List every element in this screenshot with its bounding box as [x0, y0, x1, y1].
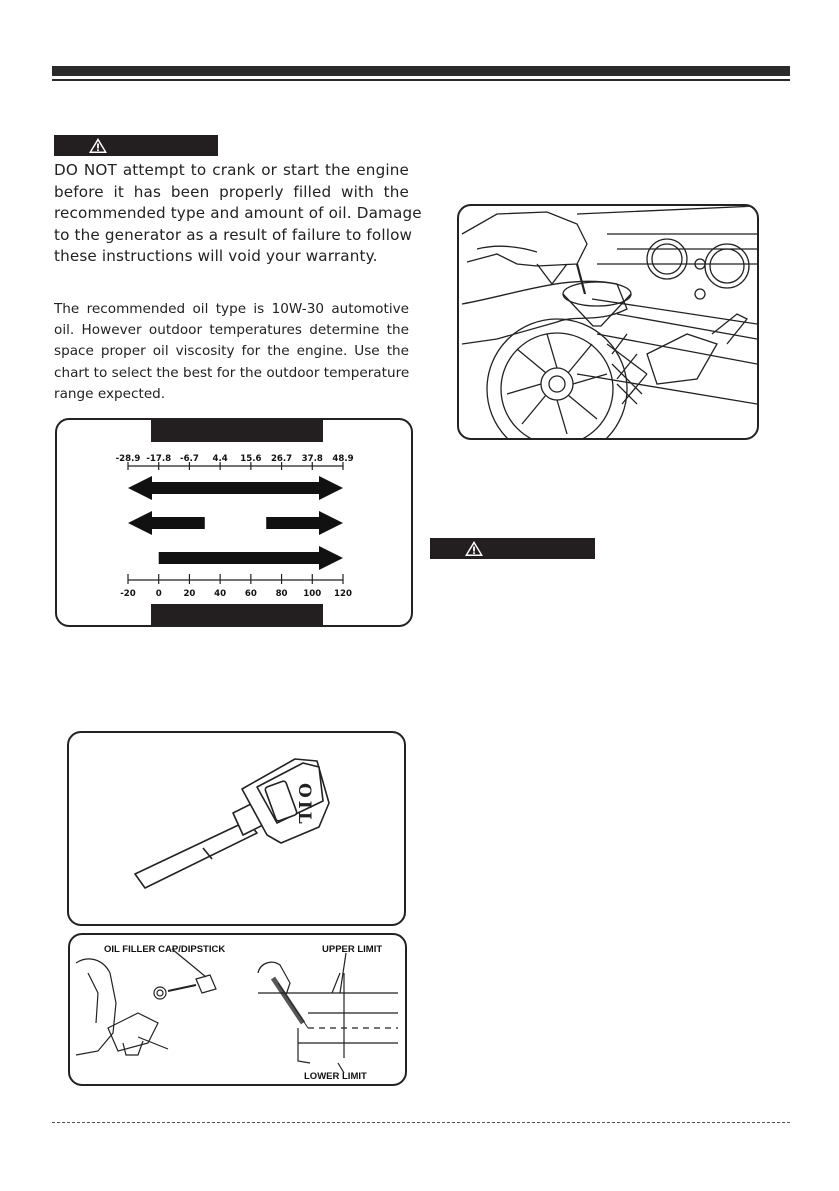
warning-line: before it has been properly filled with the	[54, 182, 409, 201]
viscosity-range-arrow	[158, 546, 342, 570]
chart-footer-tab	[151, 604, 323, 626]
warning-badge	[430, 538, 595, 559]
oil-info-line: chart to select the best for the outdoor temperature	[54, 364, 410, 381]
range-arrows	[128, 476, 343, 570]
fahrenheit-tick-label: 60	[244, 588, 257, 599]
fahrenheit-tick-label: 100	[302, 588, 321, 599]
oil-info-line: The recommended oil type is 10W-30 automotive	[54, 301, 409, 317]
wheel-icon	[487, 319, 627, 440]
outlet-icon	[705, 244, 749, 288]
oil-info-line: oil. However outdoor temperatures determine the	[54, 322, 409, 339]
fahrenheit-tick-label: 80	[275, 588, 288, 599]
viscosity-range-arrow	[128, 511, 205, 535]
celsius-tick-label: -28.9	[115, 453, 140, 464]
warning-badge	[54, 135, 218, 156]
dipstick-oil-text: OIL	[293, 782, 314, 827]
celsius-tick-label: 4.4	[212, 453, 228, 464]
oil-level-illustration	[68, 933, 407, 1086]
oil-pouring-illustration	[457, 204, 759, 440]
warning-line: DO NOT attempt to crank or start the engine	[54, 161, 409, 179]
dipstick-illustration	[67, 731, 406, 926]
oil-info-line: space proper oil viscosity for the engine. Use the	[54, 343, 409, 360]
fahrenheit-tick-label: 40	[213, 588, 226, 599]
oil-info-text	[54, 299, 409, 405]
celsius-tick-label: 15.6	[239, 453, 261, 464]
lower-limit-label: LOWER LIMIT	[303, 1070, 367, 1082]
celsius-tick-label: -17.8	[145, 453, 171, 464]
warning-line: these instructions will void your warranty.	[54, 247, 378, 266]
viscosity-chart	[55, 418, 413, 627]
footer-dashed-rule	[52, 1122, 790, 1123]
warning-text	[54, 160, 422, 268]
viscosity-range-arrow	[128, 476, 343, 500]
warning-triangle-icon	[464, 540, 484, 557]
celsius-tick-label: 37.8	[301, 453, 323, 464]
oil-level-illustration-frame	[68, 933, 407, 1086]
outlet-icon	[647, 239, 687, 279]
fahrenheit-tick-label: 120	[333, 588, 352, 599]
fahrenheit-tick-label: 20	[182, 588, 195, 599]
celsius-tick-label: 48.9	[331, 453, 354, 464]
oil-info-line: range expected.	[54, 385, 166, 402]
fahrenheit-tick-label: -20	[119, 588, 136, 599]
warning-line: to the generator as a result of failure to follow	[54, 225, 413, 244]
fahrenheit-tick-label: 0	[155, 588, 162, 599]
dipstick-illustration-frame	[67, 731, 406, 926]
header-rule	[52, 79, 790, 81]
celsius-axis	[115, 454, 353, 470]
viscosity-range-arrow	[266, 511, 343, 535]
oil-pouring-illustration-frame	[457, 204, 759, 440]
warning-line: recommended type and amount of oil. Damage	[54, 204, 422, 223]
header-bar	[52, 66, 790, 76]
oil-filler-cap-label: OIL FILLER CAP/DIPSTICK	[103, 943, 225, 955]
upper-limit-label: UPPER LIMIT	[321, 943, 382, 955]
viscosity-chart-frame	[55, 418, 413, 627]
warning-triangle-icon	[88, 137, 108, 154]
celsius-tick-label: -6.7	[179, 453, 199, 464]
chart-header-tab	[151, 420, 323, 442]
celsius-tick-label: 26.7	[270, 453, 292, 464]
fahrenheit-axis	[120, 574, 352, 599]
